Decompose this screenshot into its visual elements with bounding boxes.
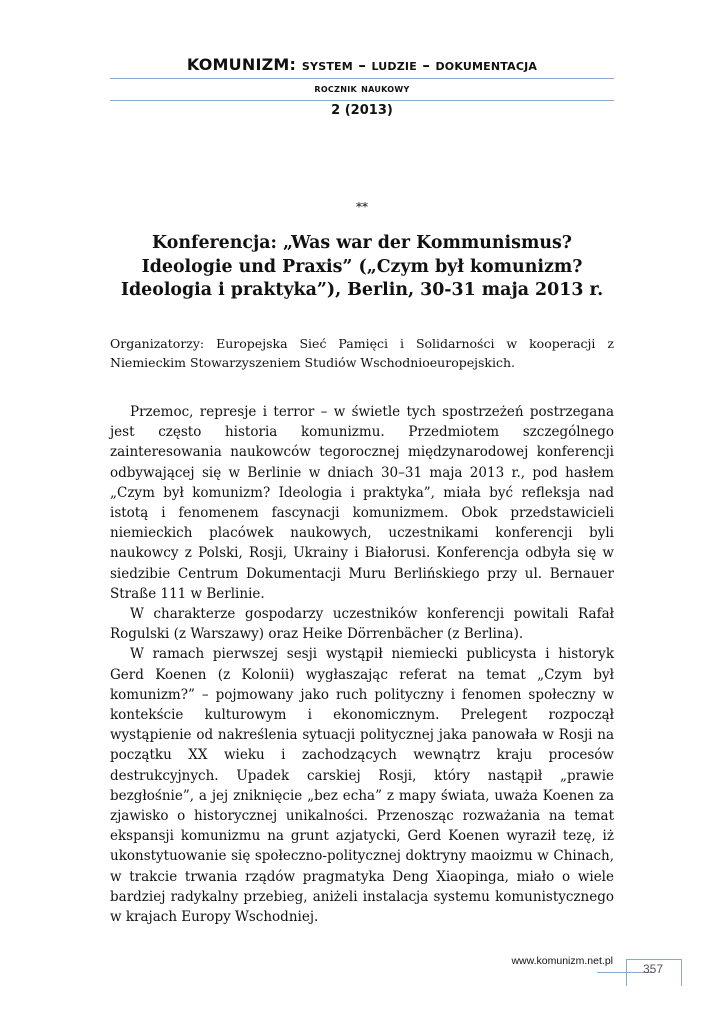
article-title-line: Ideologia i praktyka”), Berlin, 30-31 maja 2013 r. [120,280,604,300]
body-paragraph: W charakterze gospodarzy uczestników konferencji powitali Rafał Rogulski (z Warszawy) oraz Heike Dörrenbächer (z Berlina). [110,606,614,643]
organizers-note: Organizatorzy: Europejska Sieć Pamięci i Solidarności w kooperacji z Niemieckim Stowarzyszeniem Studiów Wschodnioeuropejskich. [110,336,614,370]
issue-number: 2 (2013) [331,103,393,118]
journal-title-subtitle: system – ludzie – dokumentacja [301,56,538,74]
section-separator: ** [356,200,368,214]
header-rule-bottom [110,100,614,101]
header-rule-top [110,78,614,79]
body-paragraph: Przemoc, represje i terror – w świetle tych spostrzeżeń postrzegana jest często historia komunizmu. Przedmiotem szczególnego zainteresowania naukowców tegorocznej międzynarodowej konferencji odbywającej się w Berlinie w dniach 30–31 maja 2013 r., pod hasłem „Czym był komunizm? Ideologia i praktyka”, miała być refleksja nad istotą i fenomenem fascynacji komunizmem. Obok przedstawicieli niemieckich placówek naukowych, uczestnikami konferencji byli naukowcy z Polski, Rosji, Ukrainy i Białorusi. Konferencja odbyła się w siedzibie Centrum Dokumentacji Muru Berlińskiego przy ul. Bernauer Straße 111 w Berlinie. [110,404,614,602]
journal-title-main: KOMUNIZM: [186,55,297,74]
yearbook-label: rocznik naukowy [314,82,410,95]
page-number: 357 [642,962,664,976]
article-title-line: Ideologie und Praxis” („Czym był komunizm? [141,256,583,277]
body-paragraph: W ramach pierwszej sesji wystąpił niemiecki publicysta i historyk Gerd Koenen (z Kolonii) wygłaszając referat na temat „Czym był komunizm?” – pojmowany jako ruch polityczny i fenomen społeczny w kontekście kulturowym i ekonomicznym. Prelegent rozpoczął wystąpienie od nakreślenia sytuacji politycznej jaka panowała w Rosji na początku XX wieku i zachodzących wewnątrz kraju procesów destrukcyjnych. Upadek carskiej Rosji, który nastąpił „prawie bezgłośnie”, a jej zniknięcie „bez echa” z mapy świata, uważa Koenen za zjawisko o historycznej unikalności. Przenosząc rozważania na temat ekspansji komunizmu na grunt azjatycki, Gerd Koenen wyraził tezę, iż ukonstytuowanie się społeczno-politycznej doktryny maoizmu w Chinach, w trakcie trwania rządów pragmatyka Deng Xiaopinga, miało o wiele bardziej radykalny przebieg, aniżeli instalacja systemu komunistycznego w krajach Europy Wschodniej. [110,646,614,926]
article-body [110,402,614,927]
journal-title [110,55,614,74]
article-title-line: Konferencja: „Was war der Kommunismus? [152,233,572,253]
website-link[interactable]: www.komunizm.net.pl [511,955,613,967]
article-title [100,232,624,303]
